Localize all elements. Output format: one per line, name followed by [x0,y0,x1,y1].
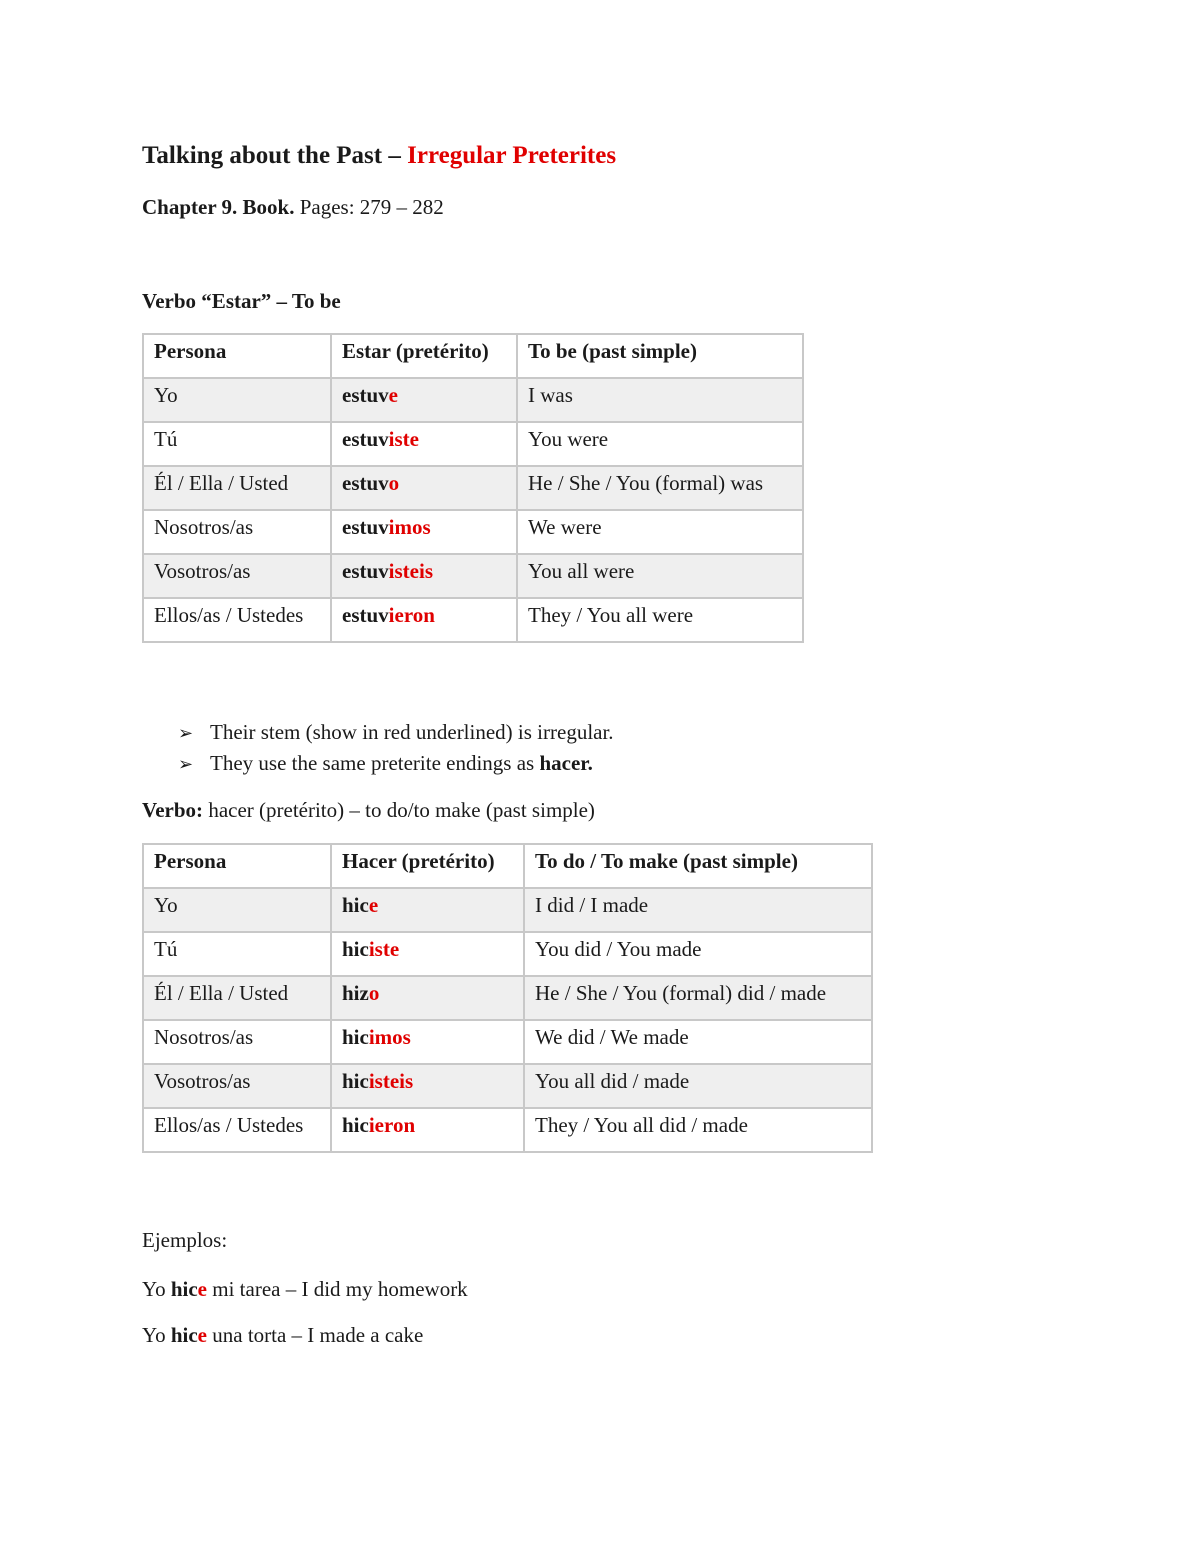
translation-cell: You all were [517,554,803,598]
verb-ending: e [388,383,398,407]
translation-cell: He / She / You (formal) was [517,466,803,510]
persona-cell: Vosotros/as [143,554,331,598]
example-post: mi tarea – I did my homework [207,1277,468,1301]
verb-ending: o [368,981,380,1005]
conjugation-cell [331,1108,524,1152]
list-item [178,751,614,782]
conjugation-cell [331,1020,524,1064]
header-spanish: Estar (pretérito) [331,334,517,378]
table-row [143,1108,872,1152]
translation-cell: They / You all were [517,598,803,642]
table-row [143,466,803,510]
list-item [178,720,614,751]
verb-ending: e [197,1277,207,1301]
example-sentence [142,1323,423,1348]
hacer-heading-label: Verbo: [142,798,204,822]
verb-stem: hic [170,1277,198,1301]
translation-cell: We were [517,510,803,554]
verb-ending: e [197,1323,207,1347]
arrow-bullet-icon: ➢ [178,754,194,775]
example-pre: Yo [142,1323,171,1347]
persona-cell: Nosotros/as [143,1020,331,1064]
conjugation-cell [331,932,524,976]
verb-stem: estuv [342,383,389,407]
verb-stem: estuv [342,559,389,583]
persona-cell: Tú [143,422,331,466]
table-row [143,976,872,1020]
persona-cell: Vosotros/as [143,1064,331,1108]
estar-table [142,333,804,643]
verb-ending: isteis [368,1069,414,1093]
conjugation-cell [331,976,524,1020]
verb-stem: estuv [342,603,389,627]
persona-cell: Ellos/as / Ustedes [143,1108,331,1152]
example-pre: Yo [142,1277,171,1301]
translation-cell: You all did / made [524,1064,872,1108]
page-title [142,142,616,170]
verb-ending: ieron [388,603,435,627]
examples-heading: Ejemplos: [142,1228,228,1252]
verb-stem: hiz [342,981,369,1005]
table-row [143,554,803,598]
persona-cell: Tú [143,932,331,976]
verb-stem: hic [342,1113,369,1137]
verb-ending: imos [388,515,431,539]
verb-stem: hic [342,1069,369,1093]
hacer-heading-text: hacer (pretérito) – to do/to make (past simple) [203,798,595,822]
header-english: To do / To make (past simple) [524,844,872,888]
verb-ending: ieron [368,1113,416,1137]
table-row [143,510,803,554]
verb-stem: hic [342,1025,369,1049]
persona-cell: Él / Ella / Usted [143,976,331,1020]
table-row [143,598,803,642]
example-post: una torta – I made a cake [207,1323,424,1347]
verb-ending: isteis [388,559,433,583]
arrow-bullet-icon: ➢ [178,723,194,744]
verb-stem: estuv [342,471,389,495]
header-english: To be (past simple) [517,334,803,378]
hacer-table [142,843,873,1153]
verb-stem: estuv [342,515,389,539]
table-row [143,932,872,976]
chapter-pages: Pages: 279 – 282 [294,195,444,219]
verb-stem: hic [170,1323,198,1347]
note-text: Their stem (show in red underlined) is irregular. [210,720,614,744]
translation-cell: I was [517,378,803,422]
title-main: Talking about the Past – [142,142,408,169]
verb-stem: estuv [342,427,389,451]
translation-cell: They / You all did / made [524,1108,872,1152]
translation-cell: You did / You made [524,932,872,976]
persona-cell: Ellos/as / Ustedes [143,598,331,642]
note-bold: hacer. [539,751,593,775]
conjugation-cell [331,378,517,422]
persona-cell: Yo [143,378,331,422]
translation-cell: I did / I made [524,888,872,932]
chapter-label: Chapter 9. Book. [142,195,295,219]
table-header-row [143,334,803,378]
persona-cell: Él / Ella / Usted [143,466,331,510]
note-text: They use the same preterite endings as [210,751,540,775]
table-row [143,888,872,932]
table-row [143,422,803,466]
table-row [143,1064,872,1108]
header-persona: Persona [143,844,331,888]
verb-ending: iste [368,937,400,961]
hacer-heading [142,798,595,823]
estar-heading: Verbo “Estar” – To be [142,289,341,313]
header-persona: Persona [143,334,331,378]
title-highlight: Irregular Preterites [407,142,617,169]
table-row [143,378,803,422]
translation-cell: We did / We made [524,1020,872,1064]
header-spanish: Hacer (pretérito) [331,844,524,888]
verb-ending: o [388,471,400,495]
verb-ending: iste [388,427,419,451]
table-header-row [143,844,872,888]
verb-stem: hic [342,937,369,961]
verb-ending: imos [368,1025,411,1049]
translation-cell: He / She / You (formal) did / made [524,976,872,1020]
conjugation-cell [331,510,517,554]
conjugation-cell [331,554,517,598]
example-sentence [142,1277,468,1302]
verb-ending: e [368,893,379,917]
conjugation-cell [331,598,517,642]
table-row [143,1020,872,1064]
conjugation-cell [331,422,517,466]
persona-cell: Yo [143,888,331,932]
conjugation-cell [331,888,524,932]
verb-stem: hic [342,893,369,917]
notes-list [178,720,614,782]
conjugation-cell [331,466,517,510]
persona-cell: Nosotros/as [143,510,331,554]
chapter-reference [142,195,444,220]
translation-cell: You were [517,422,803,466]
conjugation-cell [331,1064,524,1108]
